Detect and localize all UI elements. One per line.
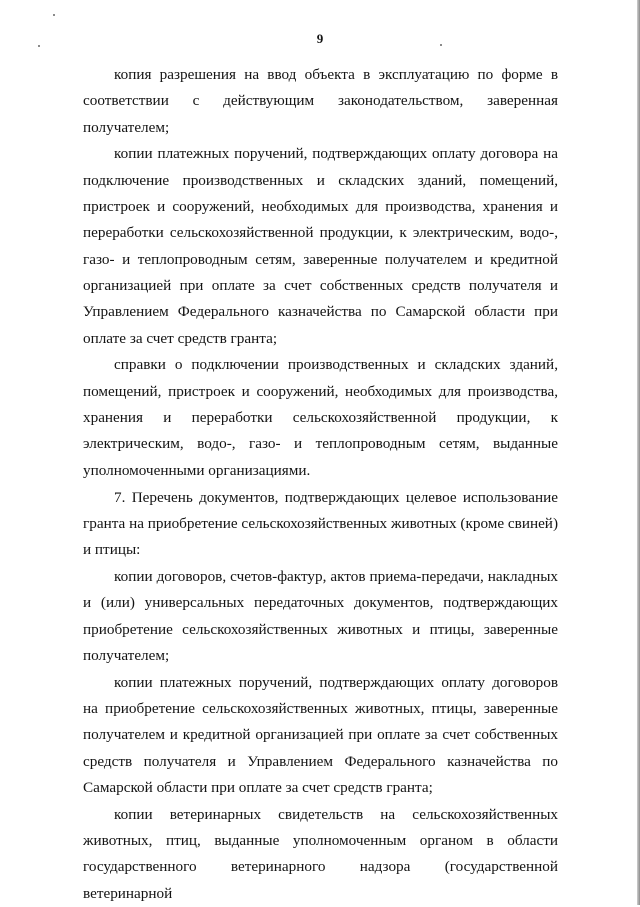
paragraph-veterinary-certificates: копии ветеринарных свидетельств на сельскохозяйственных животных, птиц, выданные уполномоченным органом в области государственного ветеринарного надзора (государственной ветеринарной xyxy=(83,805,558,902)
paragraph-payment-orders-connection: копии платежных поручений, подтверждающих оплату договора на подключение производственных и складских зданий, помещений, пристроек и сооружений, необходимых для производства, хранения и переработки сельскохозяйственной продукции, к электрическим, водо-, газо- и теплопроводным сетям, заверенные получателем и кредитной организацией при оплате за счет собственных средств получателя и Управлением Федерального казначейства по Самарской области при оплате за счет средств гранта; xyxy=(83,145,558,347)
paragraph-connection-certificates: справки о подключении производственных и складских зданий, помещений, пристроек и сооружений, необходимых для производства, хранения и переработки сельскохозяйственной продукции, к электрическим, водо-, газо- и теплопроводным сетям, выданные уполномоченными организациями. xyxy=(83,356,558,479)
paragraph-payment-orders-animals: копии платежных поручений, подтверждающих оплату договоров на приобретение сельскохозяйственных животных, птицы, заверенные получателем и кредитной организацией при оплате за счет собственных средств получателя и Управлением Федерального казначейства по Самарской области при оплате за счет средств гранта; xyxy=(83,673,558,796)
paragraph-section-7-heading: 7. Перечень документов, подтверждающих целевое использование гранта на приобретение сельскохозяйственных животных (кроме свиней) и птицы: xyxy=(83,488,558,559)
paragraph-building-permit: копия разрешения на ввод объекта в эксплуатацию по форме в соответствии с действующим законодательством, заверенная получателем; xyxy=(83,66,558,136)
page-number: 9 xyxy=(316,31,324,46)
scan-speck xyxy=(53,14,55,16)
document-body xyxy=(83,62,558,907)
paragraph-contracts-invoices: копии договоров, счетов-фактур, актов приема-передачи, накладных и (или) универсальных передаточных документов, подтверждающих приобретение сельскохозяйственных животных и птицы, заверенные получателем; xyxy=(83,568,558,664)
